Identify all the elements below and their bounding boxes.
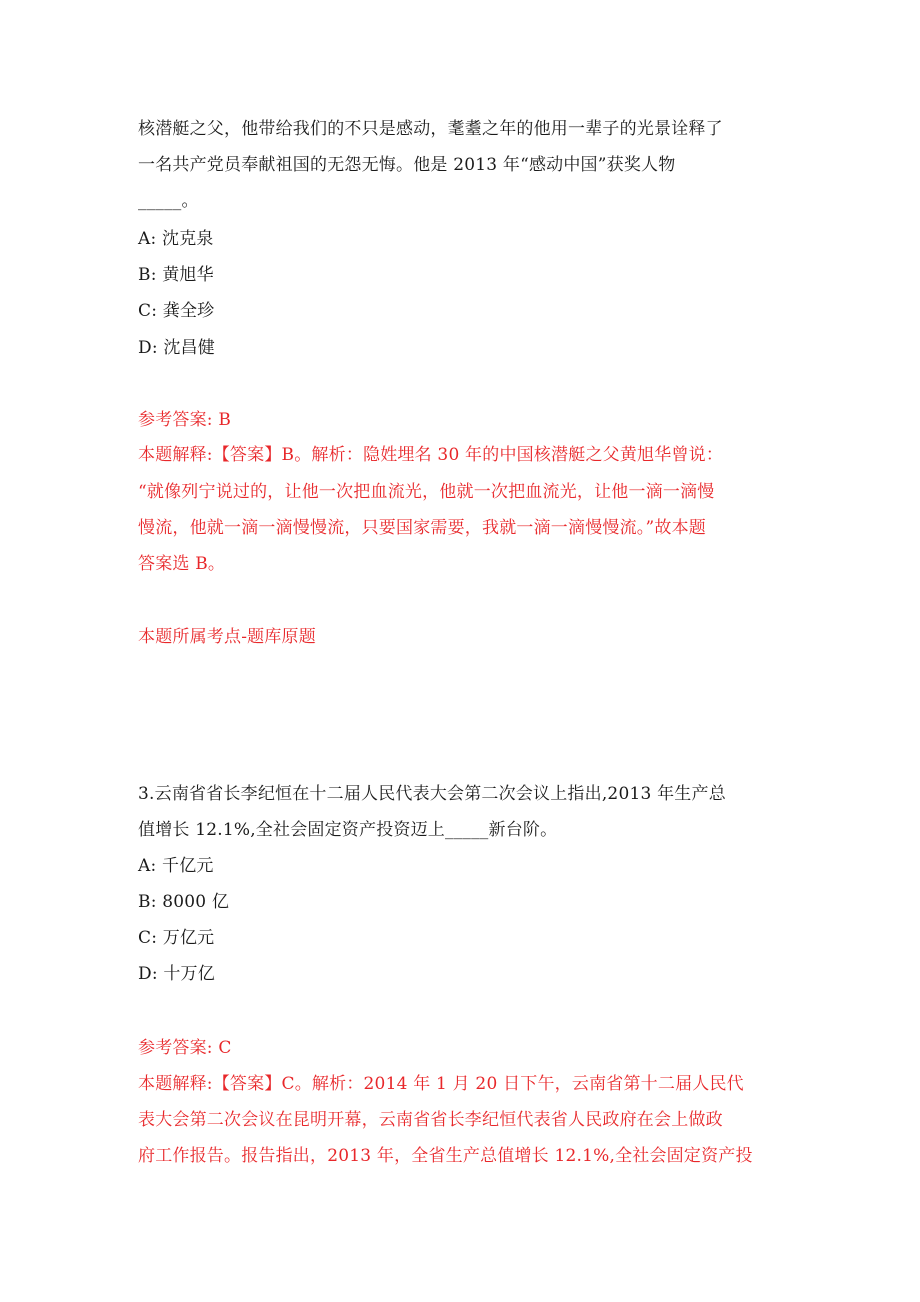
q3-explanation-line-1: 本题解释:【答案】C。解析：2014 年 1 月 20 日下午，云南省第十二届人民代 bbox=[138, 1074, 744, 1094]
q2-explanation-line-2: “就像列宁说过的，让他一次把血流光，他就一次把血流光，让他一滴一滴慢 bbox=[138, 482, 715, 502]
q3-option-d: D: 十万亿 bbox=[138, 964, 215, 984]
q3-answer: 参考答案: C bbox=[138, 1038, 232, 1058]
q2-explanation-line-4: 答案选 B。 bbox=[138, 554, 226, 574]
q3-option-b: B: 8000 亿 bbox=[138, 892, 230, 912]
q2-explanation-line-3: 慢流，他就一滴一滴慢慢流，只要国家需要，我就一滴一滴慢慢流。”故本题 bbox=[138, 518, 706, 538]
q2-stem-line-1: 核潜艇之父，他带给我们的不只是感动，耄耋之年的他用一辈子的光景诠释了 bbox=[138, 119, 723, 139]
q2-stem-line-2: 一名共产党员奉献祖国的无怨无悔。他是 2013 年“感动中国”获奖人物 bbox=[138, 155, 676, 175]
q2-option-c: C: 龚全珍 bbox=[138, 301, 215, 321]
q2-option-a: A: 沈克泉 bbox=[138, 229, 214, 249]
q3-stem-line-2: 值增长 12.1%,全社会固定资产投资迈上_____新台阶。 bbox=[138, 820, 558, 840]
q2-topic: 本题所属考点-题库原题 bbox=[138, 627, 316, 647]
q3-explanation-line-3: 府工作报告。报告指出，2013 年，全省生产总值增长 12.1%,全社会固定资产投 bbox=[138, 1146, 753, 1166]
q2-option-b: B: 黄旭华 bbox=[138, 265, 214, 285]
q2-stem-line-3: _____。 bbox=[138, 191, 199, 211]
q3-option-c: C: 万亿元 bbox=[138, 928, 215, 948]
q3-stem-line-1: 3.云南省省长李纪恒在十二届人民代表大会第二次会议上指出,2013 年生产总 bbox=[138, 784, 726, 804]
q2-answer: 参考答案: B bbox=[138, 410, 232, 430]
q2-option-d: D: 沈昌健 bbox=[138, 338, 215, 358]
q3-option-a: A: 千亿元 bbox=[138, 856, 214, 876]
q2-explanation-line-1: 本题解释:【答案】B。解析：隐姓埋名 30 年的中国核潜艇之父黄旭华曾说： bbox=[138, 445, 724, 465]
q3-explanation-line-2: 表大会第二次会议在昆明开幕，云南省省长李纪恒代表省人民政府在会上做政 bbox=[138, 1110, 723, 1130]
